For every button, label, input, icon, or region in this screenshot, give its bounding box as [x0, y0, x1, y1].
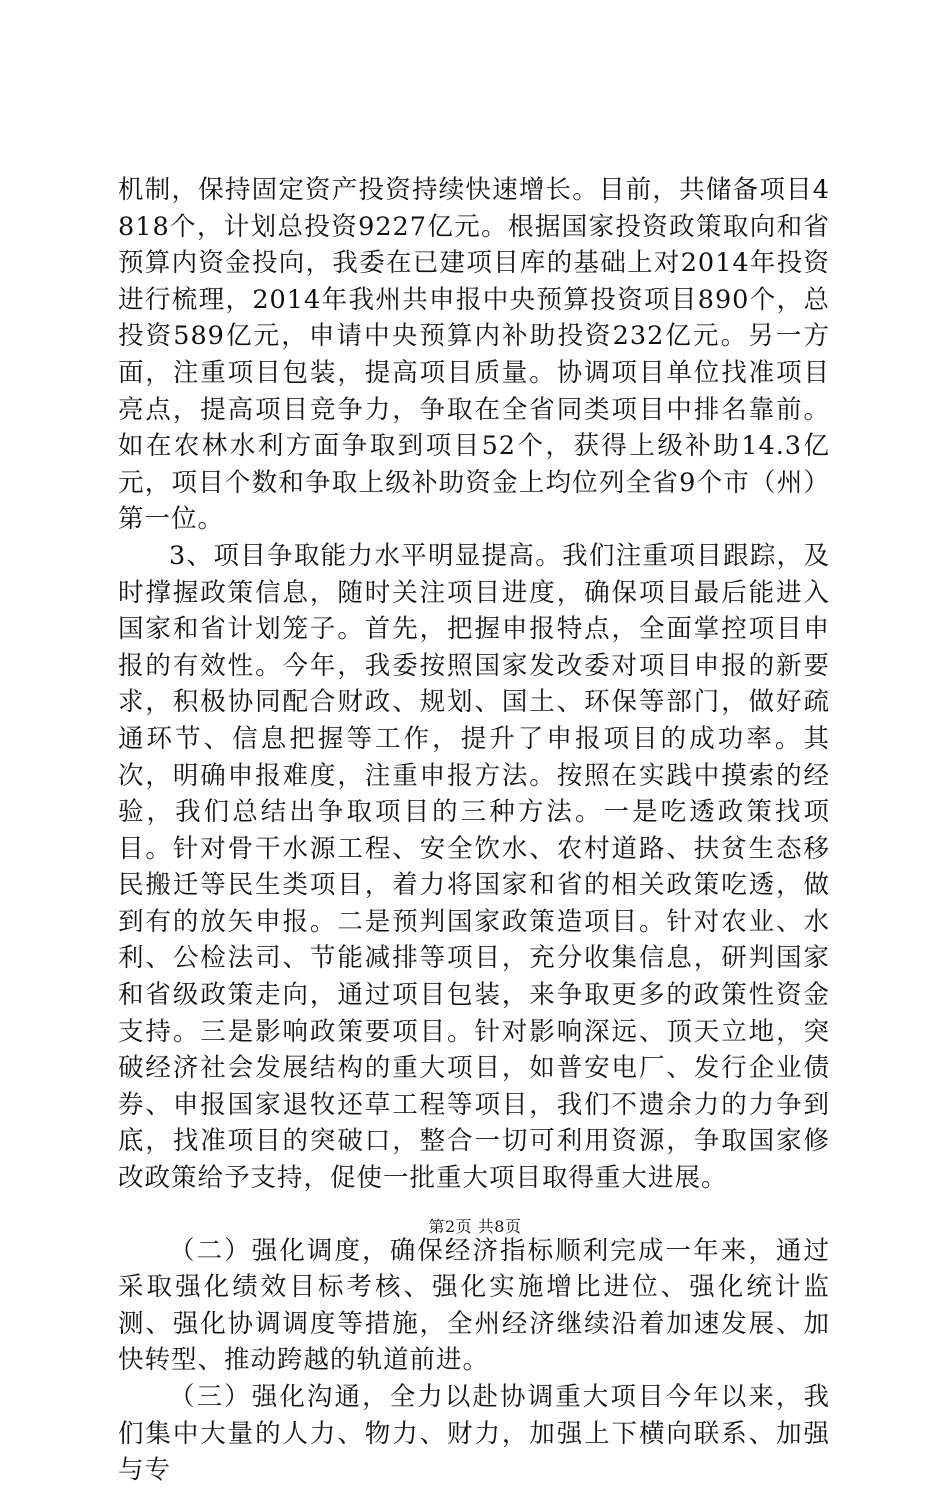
paragraph-investment-summary: 机制，保持固定资产投资持续快速增长。目前，共储备项目4818个，计划总投资9227亿元。根据国家投资政策取向和省预算内资金投向，我委在已建项目库的基础上对2014年投资进行梳理，2014年我州共申报中央预算投资项目890个，总投资589亿元，申请中央预算内补助投资232亿元。另一方面，注重项目包装，提高项目质量。协调项目单位找准项目亮点，提高项目竞争力，争取在全省同类项目中排名靠前。如在农林水利方面争取到项目52个，获得上级补助14.3亿元，项目个数和争取上级补助资金上均位列全省9个市（州）第一位。 — [118, 175, 830, 535]
paragraph-strengthen-scheduling: （二）强化调度，确保经济指标顺利完成一年来，通过采取强化绩效目标考核、强化实施增比进位、强化统计监测、强化协调调度等措施，全州经济继续沿着加速发展、加快转型、推动跨越的轨道前进。 — [118, 1235, 830, 1376]
paragraph-strengthen-communication: （三）强化沟通，全力以赴协调重大项目今年以来，我们集中大量的人力、物力、财力，加强上下横向联系、加强与专 — [118, 1382, 830, 1486]
document-body — [118, 172, 830, 1489]
paragraph-project-capability: 3、项目争取能力水平明显提高。我们注重项目跟踪，及时撑握政策信息，随时关注项目进度，确保项目最后能进入国家和省计划笼子。首先，把握申报特点，全面掌控项目申报的有效性。今年，我委按照国家发改委对项目申报的新要求，积极协同配合财政、规划、国土、环保等部门，做好疏通环节、信息把握等工作，提升了申报项目的成功率。其次，明确申报难度，注重申报方法。按照在实践中摸索的经验，我们总结出争取项目的三种方法。一是吃透政策找项目。针对骨干水源工程、安全饮水、农村道路、扶贫生态移民搬迁等民生类项目，着力将国家和省的相关政策吃透，做到有的放矢申报。二是预判国家政策造项目。针对农业、水利、公检法司、节能减排等项目，充分收集信息，研判国家和省级政策走向，通过项目包装，来争取更多的政策性资金支持。三是影响政策要项目。针对影响深远、顶天立地，突破经济社会发展结构的重大项目，如普安电厂、发行企业债券、申报国家退牧还草工程等项目，我们不遗余力的力争到底，找准项目的突破口，整合一切可利用资源，争取国家修改政策给予支持，促使一批重大项目取得重大进展。 — [118, 540, 830, 1194]
page-footer: 第2页 共8页 — [428, 1217, 522, 1236]
